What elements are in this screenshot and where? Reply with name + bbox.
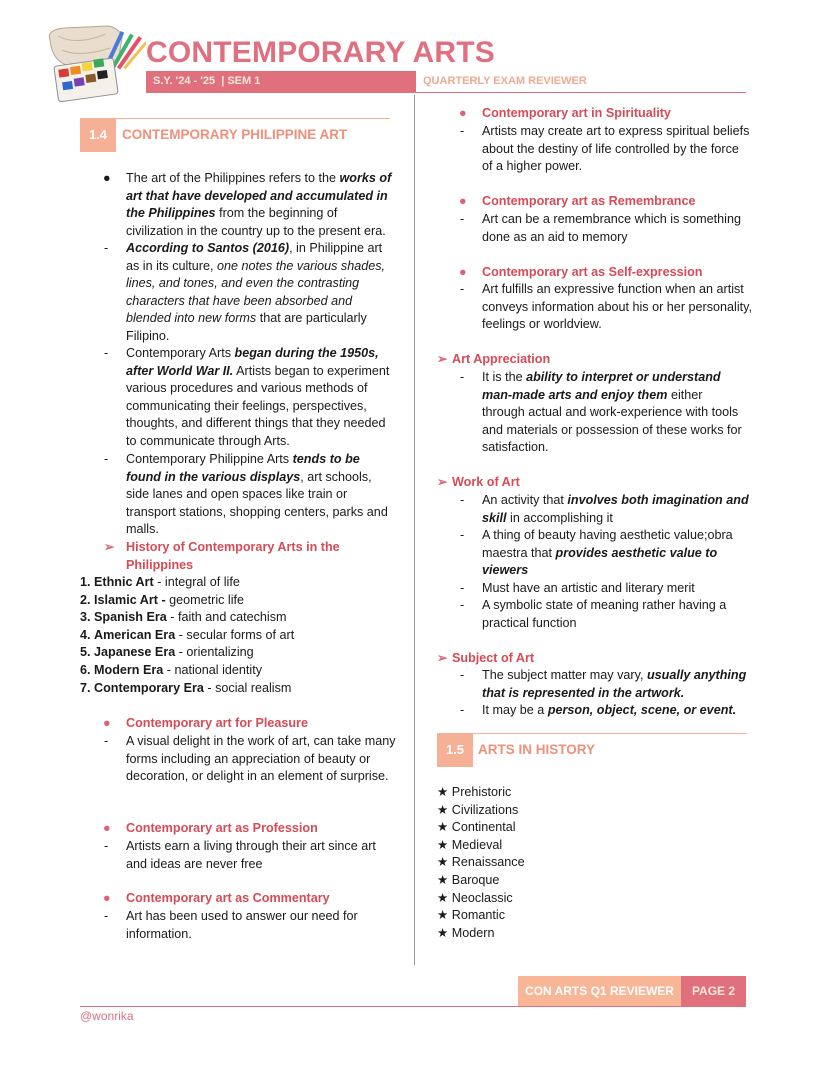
paragraph-1950s: Contemporary Arts began during the 1950s, after World War II. Artists began to experiment various procedures and various methods of communicating their feelings, perspectives, thoughts, and different things that they needed to communicate through Arts.	[126, 346, 390, 448]
section-title: ARTS IN HISTORY	[478, 742, 596, 757]
section-number: 1.5	[437, 733, 473, 767]
dash-marker: -	[460, 370, 465, 384]
appreciation-text: It is the ability to interpret or understand man-made arts and enjoy them either through actual and work-experience with tools and materials or possession of these works for satisfaction.	[482, 370, 742, 455]
list-item: ★ Renaissance	[437, 855, 525, 870]
self-expression-text: Art fulfills an expressive function when an artist conveys information about his or her personality, feelings or worldview.	[482, 282, 752, 332]
list-item: 7. Contemporary Era - social realism	[80, 680, 292, 695]
dash-marker: -	[460, 598, 465, 612]
bullet-icon: ●	[103, 821, 111, 835]
star-icon: ★	[437, 837, 449, 852]
bullet-icon: ●	[459, 194, 467, 208]
eras-list	[80, 574, 294, 697]
author-handle: @wonrika	[80, 1009, 134, 1023]
dash-marker: -	[460, 124, 465, 138]
list-item: ★ Medieval	[437, 837, 503, 852]
appreciation-heading: Art Appreciation	[452, 352, 551, 366]
star-icon: ★	[437, 785, 449, 799]
star-icon: ★	[437, 890, 449, 905]
footer-label: CON ARTS Q1 REVIEWER	[525, 984, 674, 998]
dash-marker: -	[460, 282, 465, 296]
star-icon: ★	[437, 872, 449, 887]
paragraph-definition: The art of the Philippines refers to the works of art that have developed and accumulated in the Philippines from the beginning of civilization in the country up to the present era.	[126, 171, 392, 238]
list-item: ★ Baroque	[437, 872, 500, 887]
dash-marker: -	[460, 703, 465, 717]
list-item: ★ Prehistoric	[437, 785, 512, 799]
star-icon: ★	[437, 855, 449, 870]
column-divider	[414, 95, 415, 965]
list-item: ★ Continental	[437, 820, 516, 835]
page-number: PAGE 2	[691, 984, 736, 998]
dash-marker: -	[104, 241, 109, 255]
list-item: ★ Civilizations	[437, 802, 519, 817]
pleasure-text: A visual delight in the work of art, can take many forms including an appreciation of beauty or decoration, or delight in an element of surprise.	[126, 734, 396, 784]
dash-marker: -	[104, 839, 109, 853]
list-item: 3. Spanish Era - faith and catechism	[80, 610, 287, 625]
work-item: A thing of beauty having aesthetic value;obra maestra that provides aesthetic value to viewers	[482, 528, 733, 578]
bullet-icon: ●	[459, 106, 467, 120]
remembrance-heading: Contemporary art as Remembrance	[482, 194, 696, 208]
header-rule	[416, 92, 746, 93]
profession-text: Artists earn a living through their art since art and ideas are never free	[126, 839, 376, 871]
list-item: ★ Romantic	[437, 908, 505, 923]
dash-marker: -	[460, 528, 465, 542]
bullet-icon: ●	[103, 171, 111, 185]
self-expression-heading: Contemporary art as Self-expression	[482, 265, 703, 279]
work-item: An activity that involves both imagination and skill in accomplishing it	[482, 493, 749, 525]
section-rule	[80, 118, 390, 119]
dash-marker: -	[460, 581, 465, 595]
spirituality-heading: Contemporary art in Spirituality	[482, 106, 671, 120]
school-year-label: S.Y. '24 - '25 | SEM 1	[153, 75, 261, 87]
commentary-heading: Contemporary art as Commentary	[126, 891, 330, 905]
star-icon: ★	[437, 925, 449, 940]
section-title: CONTEMPORARY PHILIPPINE ART	[122, 127, 348, 142]
remembrance-text: Art can be a remembrance which is something done as an aid to memory	[482, 212, 741, 244]
arrow-icon: ➢	[437, 475, 448, 489]
dash-marker: -	[460, 493, 465, 507]
bullet-icon: ●	[459, 265, 467, 279]
work-of-art-heading: Work of Art	[452, 475, 520, 489]
subject-item: The subject matter may vary, usually anything that is represented in the artwork.	[482, 668, 747, 700]
arrow-icon: ➢	[437, 352, 448, 366]
spirituality-text: Artists may create art to express spiritual beliefs about the destiny of life controlled by the force of a higher power.	[482, 124, 750, 174]
bullet-icon: ●	[103, 716, 111, 730]
profession-heading: Contemporary art as Profession	[126, 821, 318, 835]
list-item: 5. Japanese Era - orientalizing	[80, 645, 254, 660]
list-item: ★ Modern	[437, 925, 495, 940]
reviewer-tag: QUARTERLY EXAM REVIEWER	[423, 75, 587, 87]
paragraph-displays: Contemporary Philippine Arts tends to be found in the various displays, art schools, side lanes and open spaces like train or transport stations, shopping centers, parks and malls.	[126, 452, 388, 537]
dash-marker: -	[104, 909, 109, 923]
art-supplies-illustration	[36, 22, 146, 102]
bullet-icon: ●	[103, 891, 111, 905]
star-icon: ★	[437, 820, 449, 835]
pleasure-heading: Contemporary art for Pleasure	[126, 716, 308, 730]
footer-rule	[80, 1006, 746, 1007]
dash-marker: -	[460, 668, 465, 682]
paragraph-santos: According to Santos (2016), in Philippine art as in its culture, one notes the various shades, lines, and tones, and even the contrasting characters that have been absorbed and blended into new forms that are particularly Filipino.	[126, 241, 386, 343]
list-item: 4. American Era - secular forms of art	[80, 627, 295, 642]
dash-marker: -	[460, 212, 465, 226]
section-rule	[437, 733, 747, 734]
list-item: 2. Islamic Art - geometric life	[80, 592, 245, 607]
arrow-icon: ➢	[104, 540, 115, 554]
history-heading: History of Contemporary Arts in the Philippines	[126, 540, 340, 572]
list-item: 1. Ethnic Art - integral of life	[80, 575, 240, 589]
commentary-text: Art has been used to answer our need for information.	[126, 909, 358, 941]
dash-marker: -	[104, 452, 109, 466]
star-icon: ★	[437, 802, 449, 817]
dash-marker: -	[104, 346, 109, 360]
document-title: CONTEMPORARY ARTS	[146, 36, 495, 69]
work-item: Must have an artistic and literary merit	[482, 581, 695, 595]
periods-list	[437, 784, 525, 942]
star-icon: ★	[437, 908, 449, 923]
subject-heading: Subject of Art	[452, 651, 535, 665]
section-number: 1.4	[80, 118, 116, 152]
list-item: ★ Neoclassic	[437, 890, 513, 905]
subject-item: It may be a person, object, scene, or event.	[482, 703, 737, 717]
arrow-icon: ➢	[437, 651, 448, 665]
work-item: A symbolic state of meaning rather having a practical function	[482, 598, 727, 630]
dash-marker: -	[104, 734, 109, 748]
list-item: 6. Modern Era - national identity	[80, 662, 263, 677]
